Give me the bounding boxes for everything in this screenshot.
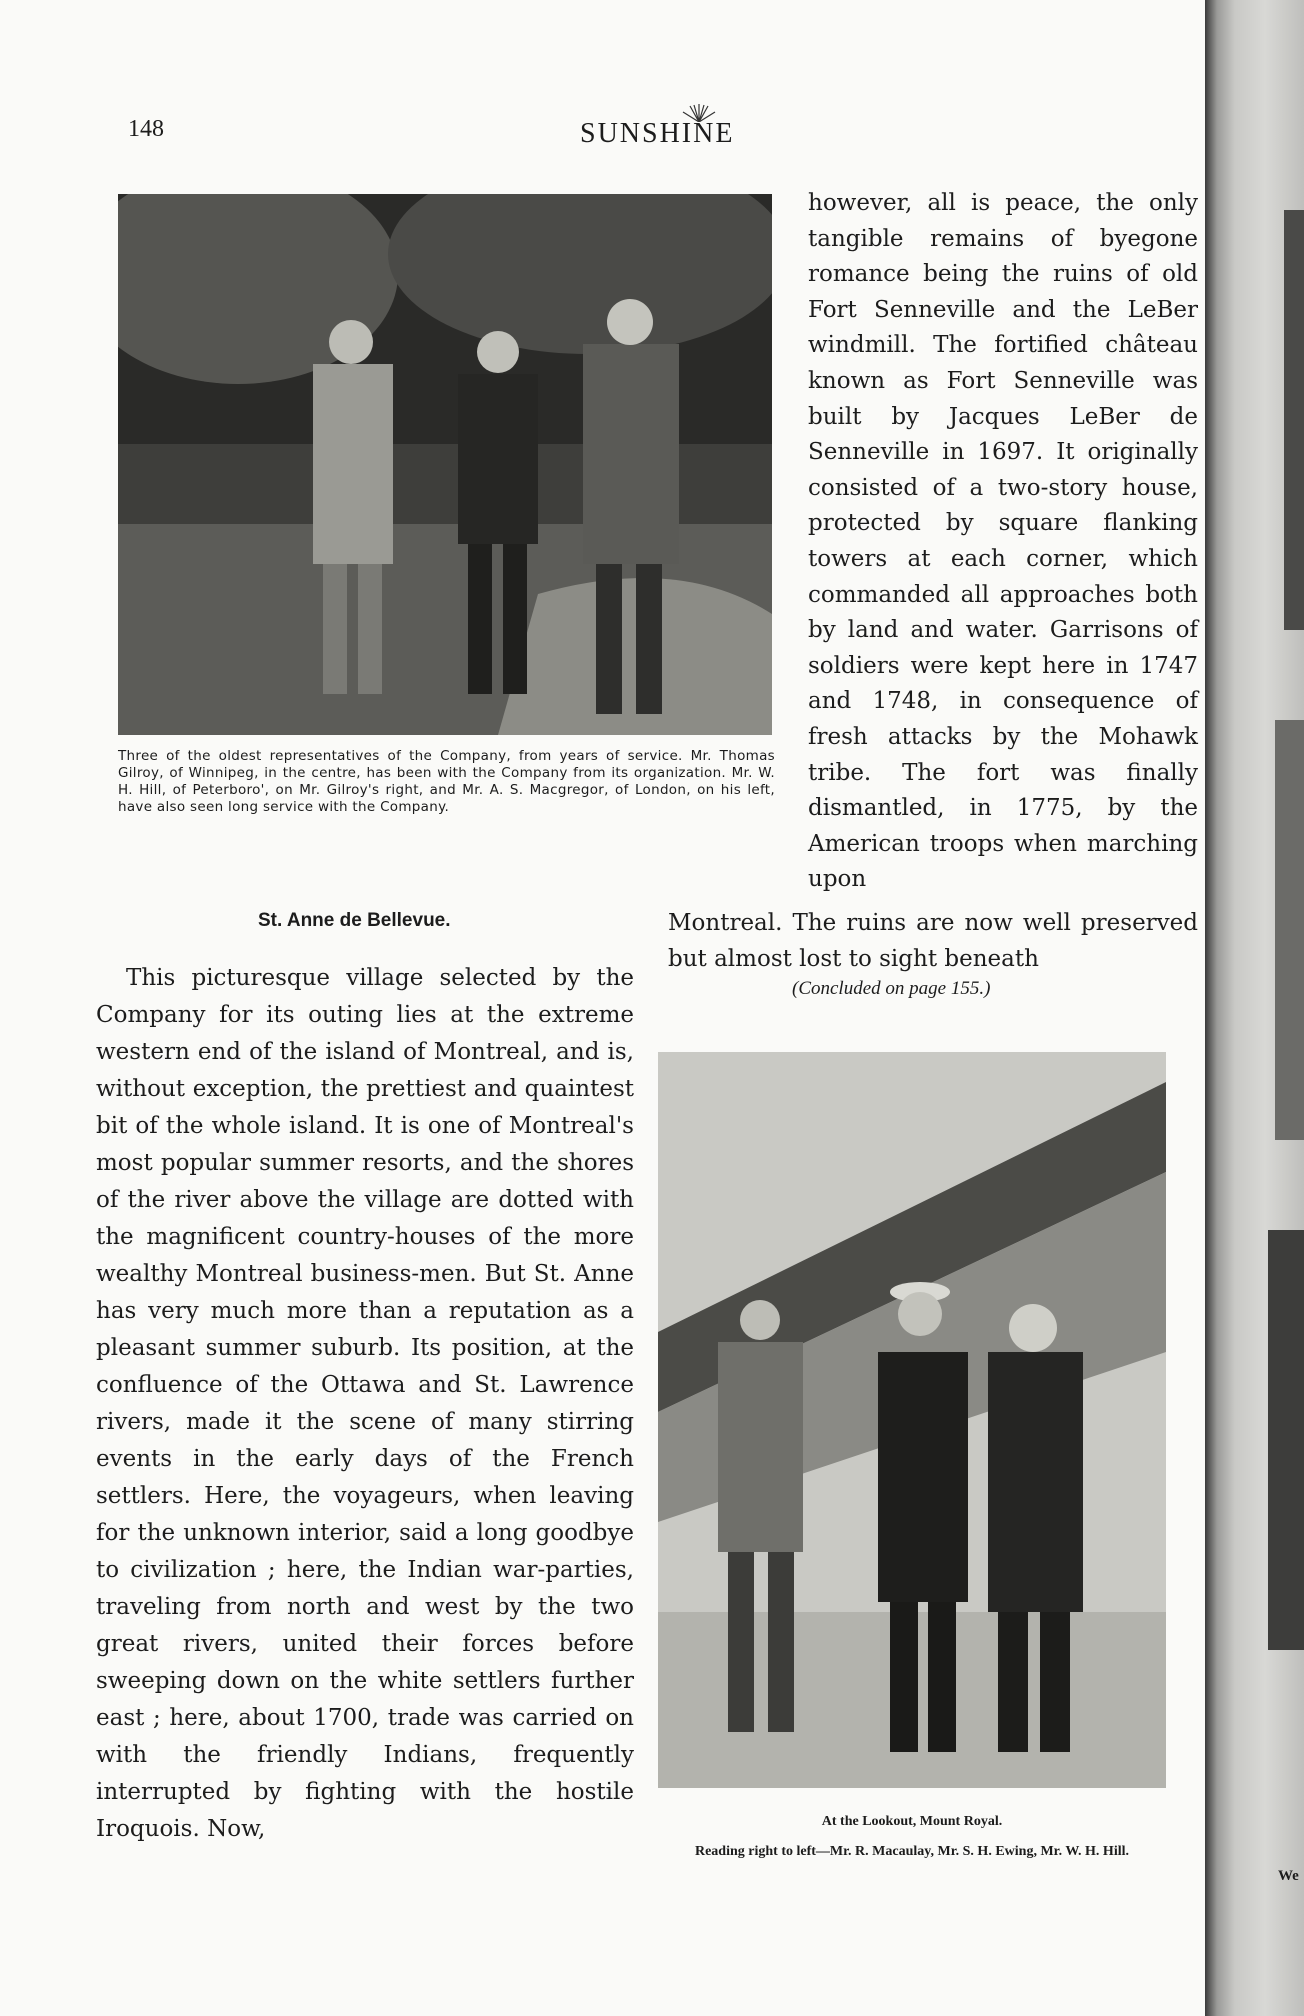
article-paragraph: This picturesque village selected by the Company for its outing lies at the extreme western end of the island of Montreal, and is, without exception, the prettiest and quaintest bit of the whole island. It is one of Montreal's most popular summer resorts, and the shores of the river above the village are dotted with the magnificent country-houses of the more wealthy Montreal business-men. But St. Anne has very much more than a reputation as a pleasant summer suburb. Its position, at the confluence of the Ottawa and St. Lawrence rivers, made it the scene of many stirring events in the early days of the French settlers. Here, the voyageurs, when leaving for the unknown interior, said a long goodbye to civilization ; here, the Indian war-parties, traveling from north and west by the two great rivers, united their forces before sweeping down on the white settlers further east ; here, about 1700, trade was carried on with the friendly Indians, frequently interrupted by fighting with the hostile Iroquois. Now,	[96, 965, 634, 1842]
article-column-right	[808, 186, 1198, 898]
article-heading: St. Anne de Bellevue.	[258, 910, 451, 931]
group-photo-illustration	[118, 194, 772, 735]
lookout-photo	[658, 1052, 1166, 1788]
article-continuation	[668, 905, 1198, 977]
photo-caption-title: At the Lookout, Mount Royal.	[821, 1814, 1003, 1829]
adjacent-page-text: We	[1278, 1868, 1299, 1884]
continuation-note: (Concluded on page 155.)	[792, 978, 991, 999]
page-number: 148	[128, 116, 164, 142]
masthead-title: SUNSHINE	[580, 118, 735, 149]
article-paragraph: Montreal. The ruins are now well preserved but almost lost to sight beneath	[668, 910, 1198, 972]
article-column-left	[96, 960, 634, 1848]
adjacent-page-photo	[1268, 1230, 1304, 1650]
lookout-photo-illustration	[658, 1052, 1166, 1788]
photo-caption: Reading right to left—Mr. R. Macaulay, Mr. S. H. Ewing, Mr. W. H. Hill.	[694, 1844, 1129, 1859]
photo-caption: Three of the oldest representatives of the Company, from years of service. Mr. Thomas Gilroy, of Winnipeg, in the centre, has been with the Company from its organization. Mr. W. H. Hill, of Peterboro', on Mr. Gilroy's right, and Mr. A. S. Macgregor, of London, on his left, have also seen long service with the Company.	[118, 748, 775, 815]
article-paragraph: however, all is peace, the only tangible remains of byegone romance being the ruins of old Fort Senneville and the LeBer windmill. The fortified château known as Fort Senneville was built by Jacques LeBer de Senneville in 1697. It originally consisted of a two-story house, protected by square flanking towers at each corner, which commanded all approaches both by land and water. Garrisons of soldiers were kept here in 1747 and 1748, in consequence of fresh attacks by the Mohawk tribe. The fort was finally dismantled, in 1775, by the American troops when marching upon	[808, 190, 1198, 893]
adjacent-page-photo	[1275, 720, 1304, 1140]
adjacent-page-photo	[1284, 210, 1304, 630]
group-photo	[118, 194, 772, 735]
